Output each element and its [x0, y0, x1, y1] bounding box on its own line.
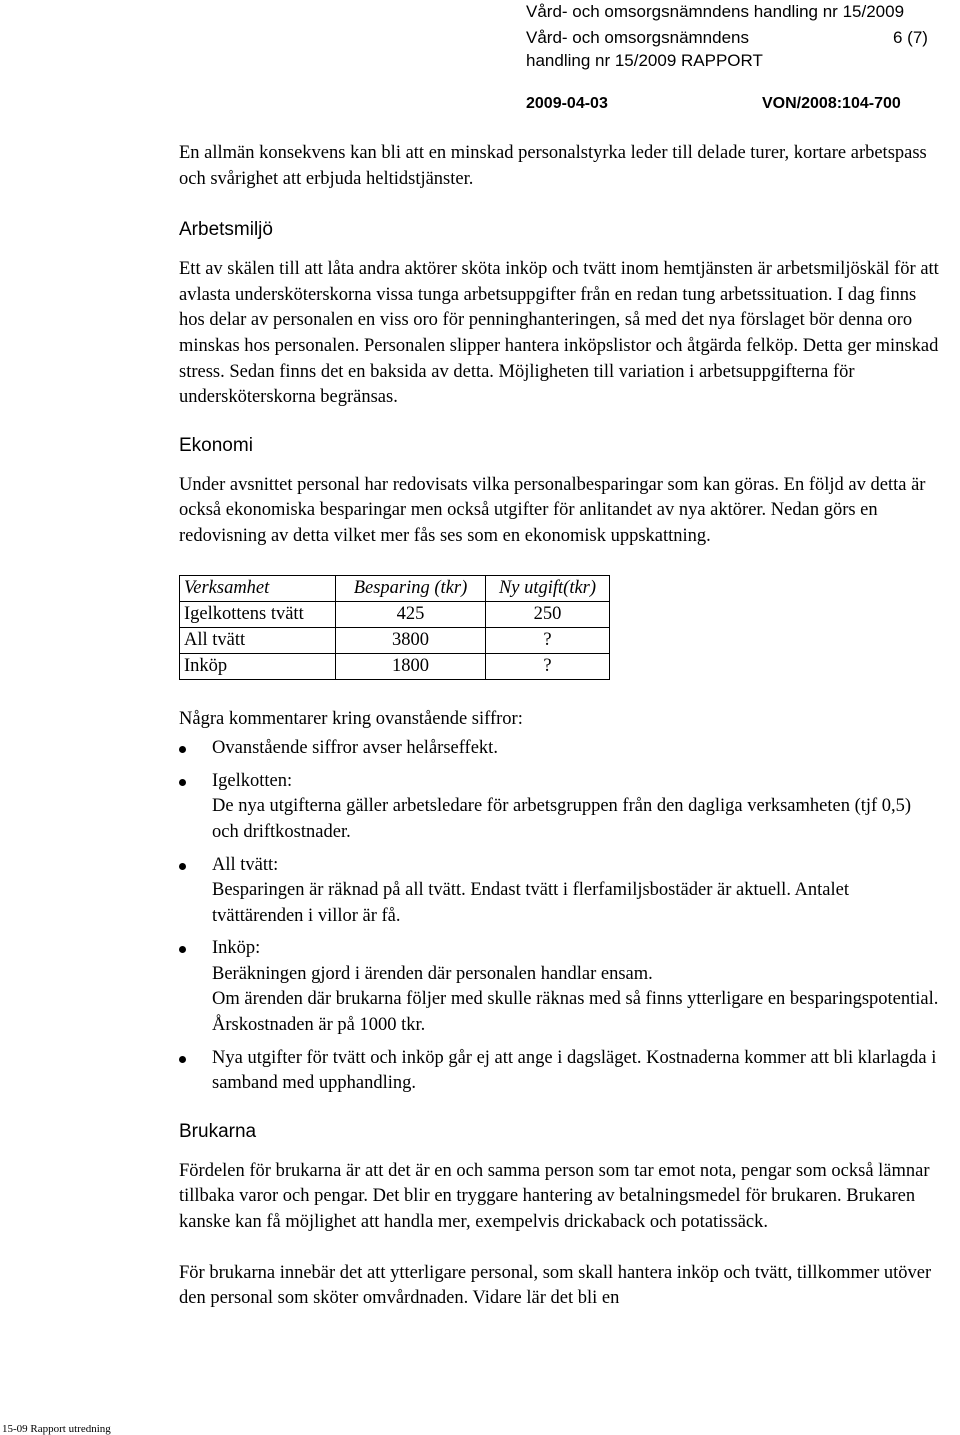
- table-cell: Igelkottens tvätt: [180, 601, 336, 627]
- brukarna-paragraph-2: För brukarna innebär det att ytterligare personal, som skall hantera inköp och tvätt, tillkommer utöver den personal som sköter omvårdnaden. Vidare lär det bli en: [179, 1262, 932, 1309]
- list-item-title: Igelkotten:: [212, 770, 293, 791]
- heading-brukarna: Brukarna: [179, 1120, 257, 1142]
- table-row: [180, 653, 610, 679]
- list-item-text: De nya utgifterna gäller arbetsledare för arbetsgruppen från den dagliga verksamheten (tjf 0,5) och driftkostnader.: [212, 796, 912, 842]
- table-cell: All tvätt: [180, 627, 336, 653]
- list-item-title: Nya utgifter för tvätt och inköp går ej att ange i dagsläget. Kostnaderna kommer att bli klarlagda i samband med upphandling.: [212, 1047, 937, 1094]
- list-item-title: All tvätt:: [212, 854, 279, 875]
- heading-arbetsmiljo: Arbetsmiljö: [179, 219, 273, 241]
- arbetsmiljo-paragraph: Ett av skälen till att låta andra aktörer sköta inköp och tvätt inom hemtjänsten är arbetsmiljöskäl för att avlasta undersköterskorna vissa tunga arbetsuppgifter från en redan tung arbetssituation. I dag finns hos delar av personalen en viss oro för penninghanteringen, så med det nya förslaget bör denna oro minskas hos personalen. Personalen slipper hantera inköpslistor och åtgärda felköp. Detta ger minskad stress. Sedan finns det en baksida av detta. Möjligheten till variation i arbetsuppgifterna för undersköterskorna begränsas.: [179, 259, 939, 408]
- footer-text: 15-09 Rapport utredning: [2, 1423, 111, 1435]
- bullet-icon: [179, 746, 186, 753]
- page-number: 6 (7): [893, 28, 928, 47]
- header-dnr: VON/2008:104-700: [762, 95, 901, 112]
- table-header-cell: Ny utgift(tkr): [486, 575, 610, 601]
- table-row: [180, 601, 610, 627]
- list-item: [179, 853, 939, 930]
- table-cell: 3800: [336, 627, 486, 653]
- table-row: [180, 627, 610, 653]
- table-cell: 250: [486, 601, 610, 627]
- table-cell: 1800: [336, 653, 486, 679]
- list-item: [179, 736, 939, 762]
- table-header-row: [180, 575, 610, 601]
- brukarna-paragraph-1: Fördelen för brukarna är att det är en och samma person som tar emot nota, pengar som också lämnar tillbaka varor och pengar. Det blir en tryggare hantering av betalningsmedel för brukaren. Brukaren kanske kan få möjlighet att handla mer, exempelvis drickaback och potatissäck.: [179, 1160, 930, 1233]
- list-item-title: Ovanstående siffror avser helårseffekt.: [212, 738, 498, 759]
- cost-table: [179, 575, 610, 680]
- table-header-cell: Besparing (tkr): [336, 575, 486, 601]
- list-item-text: Besparingen är räknad på all tvätt. Endast tvätt i flerfamiljsbostäder är aktuell. Antalet tvättärenden i villor är få.: [212, 880, 850, 926]
- bullet-icon: [179, 946, 186, 953]
- header-report: handling nr 15/2009 RAPPORT: [526, 51, 763, 70]
- bullet-icon: [179, 1056, 186, 1063]
- intro-paragraph: En allmän konsekvens kan bli att en minskad personalstyrka leder till delade turer, kortare arbetspass och svårighet att erbjuda heltidstjänster.: [179, 143, 927, 189]
- ekonomi-paragraph: Under avsnittet personal har redovisats vilka personalbesparingar som kan göras. En följd av detta är också ekonomiska besparingar men också utgifter för anlitandet av nya aktörer. Nedan görs en redovisning av detta vilket mer fås ses som en ekonomisk uppskattning.: [179, 474, 926, 546]
- table-cell: ?: [486, 627, 610, 653]
- table-cell: Inköp: [180, 653, 336, 679]
- header-org: Vård- och omsorgsnämndens: [526, 28, 750, 47]
- table-cell: 425: [336, 601, 486, 627]
- document-body: [179, 141, 939, 1312]
- list-item-title: Inköp:: [212, 938, 261, 959]
- list-item-text: Om ärenden där brukarna följer med skulle räknas med så finns ytterligare en besparingspotential. Årskostnaden är på 1000 tkr.: [212, 989, 939, 1036]
- header-date: 2009-04-03: [526, 95, 608, 112]
- table-header-cell: Verksamhet: [180, 575, 336, 601]
- table-cell: ?: [486, 653, 610, 679]
- bullet-icon: [179, 779, 186, 786]
- header-top-line: Vård- och omsorgsnämndens handling nr 15/2009: [526, 2, 905, 21]
- comments-list: [179, 736, 939, 1097]
- list-item: [179, 1046, 939, 1097]
- list-item-text: Beräkningen gjord i ärenden där personalen handlar ensam.: [212, 963, 653, 984]
- heading-ekonomi: Ekonomi: [179, 434, 253, 456]
- bullet-icon: [179, 863, 186, 870]
- comments-intro: Några kommentarer kring ovanstående siffror:: [179, 708, 523, 729]
- list-item: [179, 769, 939, 846]
- list-item: [179, 936, 939, 1038]
